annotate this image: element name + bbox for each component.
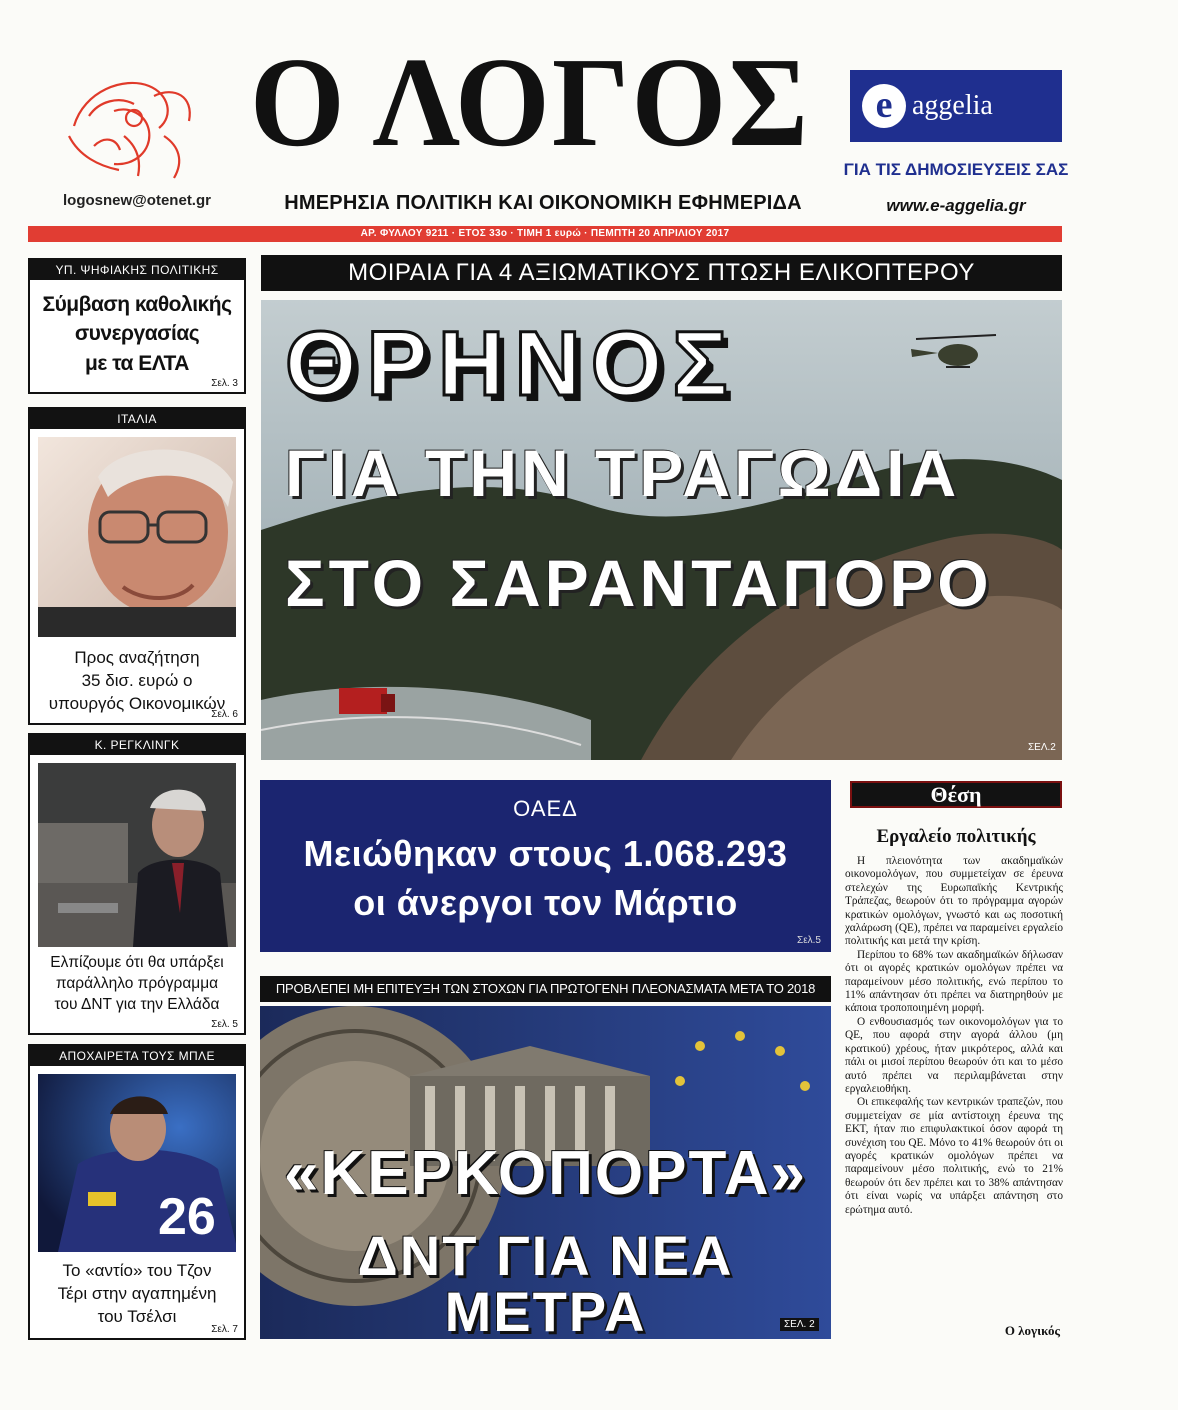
top-banner-headline[interactable]: ΜΟΙΡΑΙΑ ΓΙΑ 4 ΑΞΙΩΜΑΤΙΚΟΥΣ ΠΤΩΣΗ ΕΛΙΚΟΠΤΕΡΟΥ <box>261 255 1062 291</box>
sidebar-story-italy[interactable] <box>28 407 246 725</box>
eaggelia-e-icon: e <box>862 84 906 128</box>
terry-photo <box>38 1074 236 1252</box>
minister-photo <box>38 437 236 637</box>
page-reference: ΣΕΛ. 2 <box>780 1318 819 1331</box>
story-line: Προς αναζήτηση <box>74 648 200 667</box>
opinion-paragraph: Περίπου το 68% των ακαδημαϊκών δήλωσαν ότι οι αγορές κρατικών ομολόγων πρέπει να παραμείνουν μέσο πολιτικής, ενώ περίπου το 11% απάντησαν ότι πρέπει να διατηρηθούν με κάποια τροποποιημένη μορφή. <box>845 948 1063 1015</box>
oaed-headline-1: Μειώθηκαν στους 1.068.293 <box>303 833 788 874</box>
page-reference: Σελ. 3 <box>211 378 238 389</box>
story-line: παράλληλο πρόγραμμα <box>55 974 219 992</box>
page-reference: Σελ. 7 <box>211 1324 238 1335</box>
logo-art-icon <box>54 66 204 186</box>
jersey-number: 26 <box>158 1188 216 1246</box>
opinion-signature: Ο λογικός <box>1004 1323 1060 1338</box>
main-subheadline-1: ΓΙΑ ΤΗΝ ΤΡΑΓΩΔΙΑ <box>285 436 961 510</box>
ad-tagline: ΓΙΑ ΤΙΣ ΔΗΜΟΣΙΕΥΣΕΙΣ ΣΑΣ <box>843 160 1069 179</box>
opinion-label: Θέση <box>850 781 1062 808</box>
eaggelia-ad-logo[interactable] <box>850 70 1062 142</box>
page-reference: ΣΕΛ.2 <box>1028 742 1056 753</box>
main-headline[interactable]: ΘΡΗΝΟΣ <box>285 313 738 415</box>
sidebar-story-elta[interactable] <box>28 258 246 394</box>
story-kicker: Κ. ΡΕΓΚΛΙΝΓΚ <box>30 735 244 755</box>
page-reference: Σελ. 6 <box>211 709 238 720</box>
story-line: Το «αντίο» του Τζον <box>62 1261 212 1280</box>
newspaper-title: Ο ΛΟΓΟΣ <box>249 31 811 174</box>
oaed-kicker: ΟΑΕΔ <box>513 796 578 821</box>
ad-url-link[interactable]: www.e-aggelia.gr <box>886 196 1026 215</box>
main-subheadline-2: ΣΤΟ ΣΑΡΑΝΤΑΠΟΡΟ <box>285 546 993 620</box>
issue-info-bar: ΑΡ. ΦΥΛΛΟΥ 9211 · ΕΤΟΣ 33ο · ΤΙΜΗ 1 ευρώ · ΠΕΜΠΤΗ 20 ΑΠΡΙΛΙΟΥ 2017 <box>28 226 1062 242</box>
regling-photo <box>38 763 236 947</box>
story-line: Τέρι στην αγαπημένη <box>57 1283 217 1303</box>
story-line: συνεργασίας <box>74 322 200 346</box>
story-line: του Τσέλσι <box>97 1306 177 1326</box>
story-line: του ΔΝΤ για την Ελλάδα <box>54 995 220 1013</box>
sidebar-story-regling[interactable] <box>28 733 246 1035</box>
oaed-story[interactable] <box>260 780 831 952</box>
eaggelia-word: aggelia <box>912 90 993 121</box>
story-line: Σύμβαση καθολικής <box>42 293 232 316</box>
story-line: 35 δισ. ευρώ ο <box>81 670 193 690</box>
story-line: με τα ΕΛΤΑ <box>85 351 189 375</box>
newspaper-subtitle: ΗΜΕΡΗΣΙΑ ΠΟΛΙΤΙΚΗ ΚΑΙ ΟΙΚΟΝΟΜΙΚΗ ΕΦΗΜΕΡΙΔΑ <box>284 192 802 214</box>
page-reference: Σελ. 5 <box>211 1019 238 1030</box>
page-reference: Σελ.5 <box>797 935 821 946</box>
oaed-headline-2: οι άνεργοι τον Μάρτιο <box>353 881 738 923</box>
story-kicker: ΥΠ. ΨΗΦΙΑΚΗΣ ΠΟΛΙΤΙΚΗΣ <box>30 260 244 280</box>
opinion-paragraph: Η πλειονότητα των ακαδημαϊκών οικονομολόγων, που συμμετείχαν σε έρευνα στελεχών της Ευρωπαϊκής Κεντρικής Τράπεζας, θεωρούν ότι το πρόγραμμα αγορών κρατικών ομολόγων, γνωστό και ως ποσοτική χαλάρωση (QE), πρέπει να παραμείνει εργαλείο πολιτικής και μετά την κρίση. <box>845 855 1063 948</box>
imf-headline-1[interactable]: «ΚΕΡΚΟΠΟΡΤΑ» <box>284 1139 807 1208</box>
imf-headline-2: ΔΝΤ ΓΙΑ ΝΕΑ ΜΕΤΡΑ <box>357 1224 734 1343</box>
imf-kicker-bar[interactable]: ΠΡΟΒΛΕΠΕΙ ΜΗ ΕΠΙΤΕΥΞΗ ΤΩΝ ΣΤΟΧΩΝ ΓΙΑ ΠΡΩΤΟΓΕΝΗ ΠΛΕΟΝΑΣΜΑΤΑ ΜΕΤΑ ΤΟ 2018 <box>260 976 831 1002</box>
opinion-paragraph: Οι επικεφαλής των κεντρικών τραπεζών, που συμμετείχαν σε μία αντίστοιχη έρευνα της ΕΚΤ, ήταν πιο επιφυλακτικοί όσον αφορά τη συνέχιση του QE. Μόνο το 41% θεωρούν ότι οι αγορές κρατικών ομολόγων πρέπει να παραμείνουν μέσο πολιτικής, ενώ το 21% θεωρούν ότι δεν πρέπει και το 38% απάντησαν ότι είναι νωρίς να υπάρξει απάντηση στο ερώτημα αυτό. <box>845 1096 1063 1216</box>
story-line: Ελπίζουμε ότι θα υπάρξει <box>50 954 224 971</box>
opinion-title[interactable]: Εργαλείο πολιτικής <box>876 826 1036 847</box>
contact-email: logosnew@otenet.gr <box>63 192 211 209</box>
opinion-paragraph: Ο ενθουσιασμός των οικονομολόγων για το QE, που αφορά στην αγορά άλλου (μη κρατικού) χρέους, ήταν μικρότερος, αλλά και πάλι οι μισοί περίπου θεωρούν ότι και το μέσο αυτό πρέπει να περιλαμβάνεται στην εργαλειοθήκη. <box>845 1015 1063 1095</box>
story-kicker: ΑΠΟΧΑΙΡΕΤΑ ΤΟΥΣ ΜΠΛΕ <box>30 1046 244 1066</box>
story-kicker: ΙΤΑΛΙΑ <box>30 409 244 429</box>
sidebar-story-terry[interactable] <box>28 1044 246 1340</box>
opinion-body <box>845 855 1063 1217</box>
story-line: υπουργός Οικονομικών <box>48 693 226 713</box>
